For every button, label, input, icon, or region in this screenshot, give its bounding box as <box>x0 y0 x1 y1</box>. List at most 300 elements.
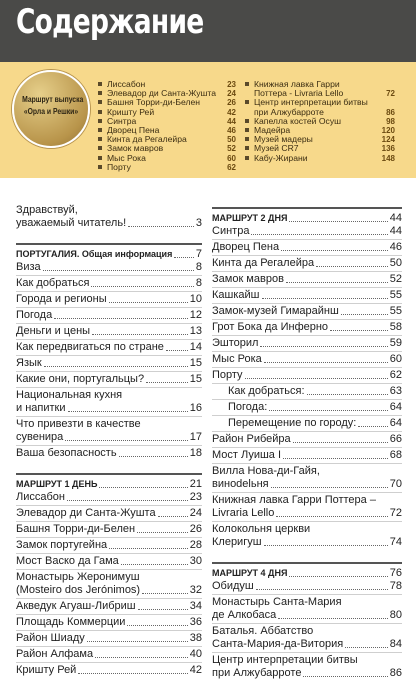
row-separator <box>16 323 202 324</box>
bullet-icon <box>245 128 249 132</box>
toc-entry-label: Монастырь Санта-Мария <box>212 596 342 608</box>
toc-entry-label: Акведук Агуаш-Либриш <box>16 600 136 612</box>
dot-leader <box>121 564 188 565</box>
dot-leader <box>264 362 388 363</box>
toc-entry-label: Мост Луиша I <box>212 449 282 461</box>
toc-entry-label: при Алжубарроте <box>212 667 302 679</box>
toc-entry-page: 63 <box>389 385 402 397</box>
toc-entry-page: 72 <box>389 507 402 519</box>
dot-leader <box>99 487 187 488</box>
toc-entry-page: 55 <box>389 289 402 301</box>
route-item-page: 62 <box>227 162 236 172</box>
toc-row <box>16 555 202 568</box>
toc-entry-label: Лиссабон <box>16 491 65 503</box>
dot-leader <box>43 270 194 271</box>
dot-leader <box>330 330 388 331</box>
route-item-page: 124 <box>381 135 395 145</box>
row-separator <box>212 271 402 272</box>
route-item-page: 50 <box>227 135 236 145</box>
toc-row <box>212 385 402 398</box>
toc-left-column <box>16 204 202 677</box>
toc-row <box>16 664 202 677</box>
route-item-page: 148 <box>381 153 395 163</box>
toc-entry-page: 40 <box>189 648 202 660</box>
toc-entry-label: Погода: <box>228 401 268 413</box>
badge-line-1: Маршрут выпуска <box>22 95 84 104</box>
row-separator <box>212 383 402 384</box>
toc-entry-label: уважаемый читатель! <box>16 217 127 229</box>
toc-row <box>212 305 402 318</box>
toc-section-row <box>212 567 402 580</box>
row-separator <box>16 614 202 615</box>
toc-entry-label: Кашкайш <box>212 289 260 301</box>
section-divider <box>212 562 402 564</box>
toc-entry-label: Погода <box>16 309 53 321</box>
dot-leader <box>345 647 388 648</box>
toc-entry-label: ПОРТУГАЛИЯ. Общая информация <box>16 249 173 259</box>
route-item <box>98 163 238 172</box>
toc-row <box>212 523 402 536</box>
row-separator <box>212 399 402 400</box>
toc-entry-label: Мыс Рока <box>212 353 262 365</box>
bullet-icon <box>98 100 102 104</box>
toc-entry-label: Здравствуй, <box>16 204 78 216</box>
toc-row <box>16 325 202 338</box>
toc-row <box>212 654 402 667</box>
row-separator <box>16 291 202 292</box>
route-item-page: 72 <box>386 89 395 99</box>
toc-row <box>212 241 402 254</box>
toc-entry-label: Башня Торри-ди-Белен <box>16 523 136 535</box>
toc-row <box>16 523 202 536</box>
toc-entry-page: 17 <box>189 431 202 443</box>
toc-entry-page: 12 <box>189 309 202 321</box>
toc-entry-label: Центр интерпретации битвы <box>212 654 358 666</box>
route-item-page: 46 <box>227 126 236 136</box>
toc-row <box>16 261 202 274</box>
row-separator <box>16 275 202 276</box>
toc-row <box>212 337 402 350</box>
toc-entry-page: 8 <box>195 261 202 273</box>
dot-leader <box>138 609 188 610</box>
dot-leader <box>92 334 188 335</box>
dot-leader <box>283 458 388 459</box>
route-column-1 <box>98 80 238 172</box>
toc-row <box>16 507 202 520</box>
dot-leader <box>127 625 187 626</box>
row-separator <box>212 239 402 240</box>
dot-leader <box>262 298 388 299</box>
dot-leader <box>286 282 388 283</box>
row-separator <box>212 335 402 336</box>
toc-entry-page: 76 <box>389 567 402 579</box>
dot-leader <box>358 426 387 427</box>
toc-entry-page: 24 <box>189 507 202 519</box>
dot-leader <box>137 532 188 533</box>
toc-entry-page: 66 <box>389 433 402 445</box>
row-separator <box>16 355 202 356</box>
toc-entry-page: 62 <box>389 369 402 381</box>
page-title: Содержание <box>16 2 204 42</box>
row-separator <box>16 537 202 538</box>
toc-entry-label: Кришту Рей <box>16 664 77 676</box>
toc-row <box>16 616 202 629</box>
row-separator <box>212 521 402 522</box>
toc-row <box>212 401 402 414</box>
toc-row <box>212 369 402 382</box>
row-separator <box>16 553 202 554</box>
toc-entry-label: сувенира <box>16 431 64 443</box>
toc-row <box>212 507 402 520</box>
row-separator <box>212 623 402 624</box>
bullet-icon <box>98 119 102 123</box>
dot-leader <box>91 286 193 287</box>
row-separator <box>16 445 202 446</box>
toc-entry-label: Язык <box>16 357 42 369</box>
toc-entry-label: виноdelьня <box>212 478 269 490</box>
route-item-label: Кришту Рей <box>107 106 155 117</box>
toc-row <box>16 571 202 584</box>
route-item-page: 42 <box>227 107 236 117</box>
toc-entry-label: Баталья. Аббатство <box>212 625 314 637</box>
toc-row <box>212 289 402 302</box>
toc-entry-page: 8 <box>195 277 202 289</box>
route-item-page: 86 <box>386 107 395 117</box>
row-separator <box>16 598 202 599</box>
toc-entry-page: 32 <box>189 584 202 596</box>
toc-entry-label: Замок-музей Гимарайнш <box>212 305 339 317</box>
toc-entry-page: 84 <box>389 638 402 650</box>
toc-entry-page: 13 <box>189 325 202 337</box>
toc-entry-label: Перемещение по городу: <box>228 417 357 429</box>
dot-leader <box>289 576 387 577</box>
toc-entry-page: 59 <box>389 337 402 349</box>
toc-entry-page: 7 <box>195 248 202 260</box>
toc-section-row <box>212 212 402 225</box>
toc-entry-page: 42 <box>189 664 202 676</box>
toc-entry-page: 15 <box>189 357 202 369</box>
toc-entry-label: МАРШРУТ 1 ДЕНЬ <box>16 479 98 489</box>
row-separator <box>212 319 402 320</box>
route-item-page: 24 <box>227 89 236 99</box>
toc-entry-label: Колокольня церкви <box>212 523 311 535</box>
dot-leader <box>78 673 187 674</box>
toc-row <box>212 465 402 478</box>
toc-right-column <box>212 204 402 680</box>
dot-leader <box>95 657 188 658</box>
bullet-icon <box>98 91 102 95</box>
toc-entry-page: 80 <box>389 609 402 621</box>
toc-entry-label: Мост Васко да Гама <box>16 555 119 567</box>
dot-leader <box>245 378 388 379</box>
toc-row <box>16 277 202 290</box>
bullet-icon <box>98 137 102 141</box>
dot-leader <box>119 456 188 457</box>
route-item-label: Порту <box>107 161 131 172</box>
toc-row <box>16 341 202 354</box>
bullet-icon <box>98 146 102 150</box>
dot-leader <box>174 257 194 258</box>
dot-leader <box>260 346 387 347</box>
toc-row <box>212 321 402 334</box>
dot-leader <box>269 410 387 411</box>
toc-row <box>212 273 402 286</box>
dot-leader <box>276 516 387 517</box>
toc-entry-page: 16 <box>189 402 202 414</box>
toc-entry-label: Замок португейна <box>16 539 108 551</box>
toc-entry-label: (Mosteiro dos Jerónimos) <box>16 584 141 596</box>
toc-row <box>212 609 402 622</box>
toc-entry-label: Район Шиаду <box>16 632 85 644</box>
route-column-2 <box>245 80 397 163</box>
route-item-label: Дворец Пена <box>107 125 160 136</box>
toc-entry-label: Книжная лавка Гарри Поттера – <box>212 494 376 506</box>
route-item-label: Капелла костей Осуш <box>254 115 342 126</box>
row-separator <box>16 339 202 340</box>
toc-row <box>212 417 402 430</box>
dot-leader <box>142 593 188 594</box>
toc-row <box>212 638 402 651</box>
toc-row <box>16 632 202 645</box>
dot-leader <box>109 302 188 303</box>
dot-leader <box>293 442 388 443</box>
bullet-icon <box>98 82 102 86</box>
toc-entry-label: Виза <box>16 261 41 273</box>
dot-leader <box>109 548 188 549</box>
toc-entry-page: 60 <box>389 353 402 365</box>
row-separator <box>212 415 402 416</box>
toc-row <box>212 433 402 446</box>
route-item-label: Музей CR7 <box>254 143 299 154</box>
bullet-icon <box>245 137 249 141</box>
toc-row <box>212 596 402 609</box>
toc-entry-page: 36 <box>189 616 202 628</box>
toc-entry-label: Эшторил <box>212 337 259 349</box>
toc-row <box>212 353 402 366</box>
toc-entry-label: Клеригуш <box>212 536 262 548</box>
toc-entry-page: 74 <box>389 536 402 548</box>
route-item-label: Музей мадеры <box>254 134 313 145</box>
toc-entry-page: 10 <box>189 293 202 305</box>
toc-entry-page: 58 <box>389 321 402 333</box>
route-item-label: Центр интерпретации битвы <box>254 97 368 108</box>
toc-entry-label: Livraria Lello <box>212 507 275 519</box>
toc-entry-label: Порту <box>212 369 243 381</box>
route-item-label: Башня Торри-ди-Белен <box>107 97 201 108</box>
toc-entry-page: 68 <box>389 449 402 461</box>
row-separator <box>16 505 202 506</box>
toc-entry-page: 38 <box>189 632 202 644</box>
toc-entry-page: 78 <box>389 580 402 592</box>
route-item-label: Поттера - Livraria Lello <box>254 88 344 99</box>
toc-entry-label: Замок мавров <box>212 273 284 285</box>
toc-entry-label: Монастырь Жеронимуш <box>16 571 140 583</box>
bullet-icon <box>245 119 249 123</box>
row-separator <box>16 646 202 647</box>
bullet-icon <box>98 165 102 169</box>
row-separator <box>212 652 402 653</box>
toc-entry-page: 50 <box>389 257 402 269</box>
route-item-label: Синтра <box>107 115 137 126</box>
toc-entry-label: Район Алфама <box>16 648 94 660</box>
row-separator <box>212 492 402 493</box>
route-item-label: Кабу-Жирани <box>254 152 308 163</box>
toc-entry-page: 55 <box>389 305 402 317</box>
toc-entry-label: Обидуш <box>212 580 254 592</box>
route-item-label: при Алжубарроте <box>254 106 324 117</box>
toc-entry-label: МАРШРУТ 2 ДНЯ <box>212 213 288 223</box>
toc-entry-label: Как добраться <box>16 277 90 289</box>
dot-leader <box>271 487 388 488</box>
toc-entry-label: и напитки <box>16 402 66 414</box>
toc-row <box>16 389 202 402</box>
route-item-label: Кинта да Регалейра <box>107 134 187 145</box>
bullet-icon <box>98 156 102 160</box>
toc-entry-label: МАРШРУТ 4 ДНЯ <box>212 568 288 578</box>
route-item-label: Мадейра <box>254 125 291 136</box>
toc-entry-page: 18 <box>189 447 202 459</box>
toc-row <box>16 491 202 504</box>
row-separator <box>212 463 402 464</box>
toc-entry-page: 46 <box>389 241 402 253</box>
section-divider <box>212 207 402 209</box>
dot-leader <box>68 411 188 412</box>
toc-entry-label: Как добраться: <box>228 385 305 397</box>
dot-leader <box>264 545 388 546</box>
section-divider <box>16 243 202 245</box>
toc-row <box>212 257 402 270</box>
toc-row <box>212 478 402 491</box>
route-item-label: Замок мавров <box>107 143 164 154</box>
dot-leader <box>146 382 188 383</box>
route-item-page: 44 <box>227 116 236 126</box>
toc-entry-label: Синтра <box>212 225 250 237</box>
toc-row <box>16 539 202 552</box>
toc-entry-label: Дворец Пена <box>212 241 280 253</box>
toc-entry-page: 34 <box>189 600 202 612</box>
toc-entry-label: Вилла Нова-ди-Гайя, <box>212 465 320 477</box>
row-separator <box>16 387 202 388</box>
toc-entry-label: Грот Бока да Инферно <box>212 321 329 333</box>
toc-entry-page: 28 <box>189 539 202 551</box>
dot-leader <box>281 250 388 251</box>
toc-entry-page: 26 <box>189 523 202 535</box>
route-badge <box>12 70 90 148</box>
toc-entry-page: 64 <box>389 417 402 429</box>
dot-leader <box>166 350 188 351</box>
row-separator <box>16 521 202 522</box>
toc-entry-label: Как передвигаться по стране <box>16 341 164 353</box>
route-item-label: Книжная лавка Гарри <box>254 79 340 89</box>
toc-row <box>16 418 202 431</box>
toc-entry-page: 15 <box>189 373 202 385</box>
toc-entry-label: Элевадор ди Санта-Жушта <box>16 507 156 519</box>
toc-row <box>16 309 202 322</box>
toc-row <box>16 447 202 460</box>
toc-entry-page: 44 <box>389 212 402 224</box>
row-separator <box>212 351 402 352</box>
toc-row <box>16 357 202 370</box>
toc-row <box>212 625 402 638</box>
route-item-page: 26 <box>227 98 236 108</box>
badge-line-2: «Орла и Решки» <box>23 107 79 116</box>
row-separator <box>212 287 402 288</box>
toc-entry-label: Что привезти в качестве <box>16 418 141 430</box>
toc-row <box>16 293 202 306</box>
dot-leader <box>307 394 388 395</box>
toc-row <box>212 536 402 549</box>
row-separator <box>16 630 202 631</box>
row-separator <box>212 447 402 448</box>
bullet-icon <box>245 100 249 104</box>
toc-entry-page: 86 <box>389 667 402 679</box>
toc-entry-page: 52 <box>389 273 402 285</box>
row-separator <box>16 569 202 570</box>
toc-entry-label: Площадь Коммерции <box>16 616 126 628</box>
toc-row <box>16 204 202 217</box>
row-separator <box>16 307 202 308</box>
toc-row <box>212 667 402 680</box>
toc-row <box>16 600 202 613</box>
route-item-page: 98 <box>386 116 395 126</box>
toc-row <box>16 584 202 597</box>
toc-entry-label: де Алкобаса <box>212 609 277 621</box>
toc-row <box>212 494 402 507</box>
row-separator <box>212 255 402 256</box>
dot-leader <box>278 618 388 619</box>
dot-leader <box>303 676 387 677</box>
row-separator <box>212 594 402 595</box>
row-separator <box>212 303 402 304</box>
bullet-icon <box>245 82 249 86</box>
row-separator <box>16 416 202 417</box>
toc-entry-page: 44 <box>389 225 402 237</box>
dot-leader <box>289 221 387 222</box>
bullet-icon <box>245 156 249 160</box>
toc-entry-label: Район Рибейра <box>212 433 291 445</box>
route-item-page: 23 <box>227 80 236 89</box>
row-separator <box>16 662 202 663</box>
toc-row <box>16 373 202 386</box>
toc-row <box>212 225 402 238</box>
toc-section-row <box>16 478 202 491</box>
bullet-icon <box>98 110 102 114</box>
dot-leader <box>341 314 388 315</box>
toc-entry-label: Санта-Мария-да-Витория <box>212 638 344 650</box>
route-item-page: 60 <box>227 153 236 163</box>
bullet-icon <box>245 146 249 150</box>
section-divider <box>16 473 202 475</box>
dot-leader <box>44 366 188 367</box>
route-item-page: 120 <box>381 126 395 136</box>
toc-row <box>16 431 202 444</box>
route-item-label: Лиссабон <box>107 79 146 89</box>
toc-section-row <box>16 248 202 261</box>
toc-entry-page: 23 <box>189 491 202 503</box>
toc-row <box>212 449 402 462</box>
toc-entry-label: Кинта да Регалейра <box>212 257 315 269</box>
toc-row <box>16 648 202 661</box>
toc-entry-label: Деньги и цены <box>16 325 91 337</box>
toc-entry-page: 21 <box>189 478 202 490</box>
route-item-page: 52 <box>227 144 236 154</box>
toc-entry-label: Ваша безопасность <box>16 447 117 459</box>
toc-entry-page: 30 <box>189 555 202 567</box>
dot-leader <box>128 226 194 227</box>
toc-row <box>212 580 402 593</box>
toc-entry-label: Национальная кухня <box>16 389 123 401</box>
dot-leader <box>256 589 388 590</box>
